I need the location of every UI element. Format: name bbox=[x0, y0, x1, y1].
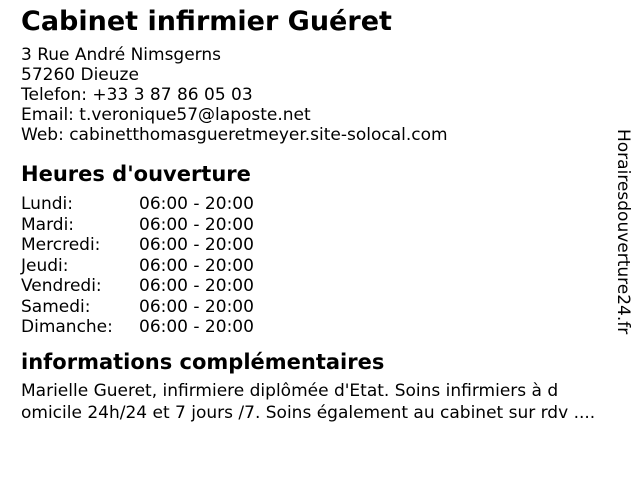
additional-info-text bbox=[21, 380, 613, 424]
address-street-line: 3 Rue André Nimsgerns bbox=[21, 45, 222, 65]
hours-row bbox=[21, 256, 613, 277]
info-text-line: Marielle Gueret, infirmiere diplômée d'Etat. Soins infirmiers à d bbox=[21, 380, 559, 401]
day-label: Dimanche: bbox=[21, 317, 113, 337]
hours-row bbox=[21, 215, 613, 236]
additional-info-heading: informations complémentaires bbox=[21, 349, 385, 374]
day-label: Vendredi: bbox=[21, 276, 102, 296]
time-value: 06:00 - 20:00 bbox=[139, 296, 254, 317]
email-line: Email: t.veronique57@laposte.net bbox=[21, 105, 311, 125]
day-label: Mercredi: bbox=[21, 235, 101, 255]
time-value: 06:00 - 20:00 bbox=[139, 317, 254, 337]
day-label: Samedi: bbox=[21, 296, 91, 317]
business-name: Cabinet infirmier Guéret bbox=[21, 6, 392, 37]
hours-row bbox=[21, 317, 613, 338]
day-label: Jeudi: bbox=[21, 255, 69, 276]
day-label: Lundi: bbox=[21, 194, 73, 214]
website-line: Web: cabinetthomasgueretmeyer.site-solocal.com bbox=[21, 125, 448, 145]
info-text-line: omicile 24h/24 et 7 jours /7. Soins également au cabinet sur rdv .... bbox=[21, 402, 596, 423]
time-value: 06:00 - 20:00 bbox=[139, 194, 254, 214]
time-value: 06:00 - 20:00 bbox=[139, 276, 254, 296]
time-value: 06:00 - 20:00 bbox=[139, 255, 254, 276]
opening-hours-heading: Heures d'ouverture bbox=[21, 162, 251, 186]
day-label: Mardi: bbox=[21, 214, 75, 235]
hours-row bbox=[21, 194, 613, 215]
main-content bbox=[21, 6, 613, 424]
time-value: 06:00 - 20:00 bbox=[139, 214, 254, 235]
hours-row bbox=[21, 276, 613, 297]
address-city-line: 57260 Dieuze bbox=[21, 65, 139, 85]
opening-hours-table bbox=[21, 194, 613, 338]
contact-block bbox=[21, 45, 613, 145]
phone-line: Telefon: +33 3 87 86 05 03 bbox=[21, 85, 253, 105]
hours-row bbox=[21, 297, 613, 318]
watermark-vertical: Horairesdouverture24.fr bbox=[613, 129, 633, 335]
hours-row bbox=[21, 235, 613, 256]
time-value: 06:00 - 20:00 bbox=[139, 235, 254, 255]
